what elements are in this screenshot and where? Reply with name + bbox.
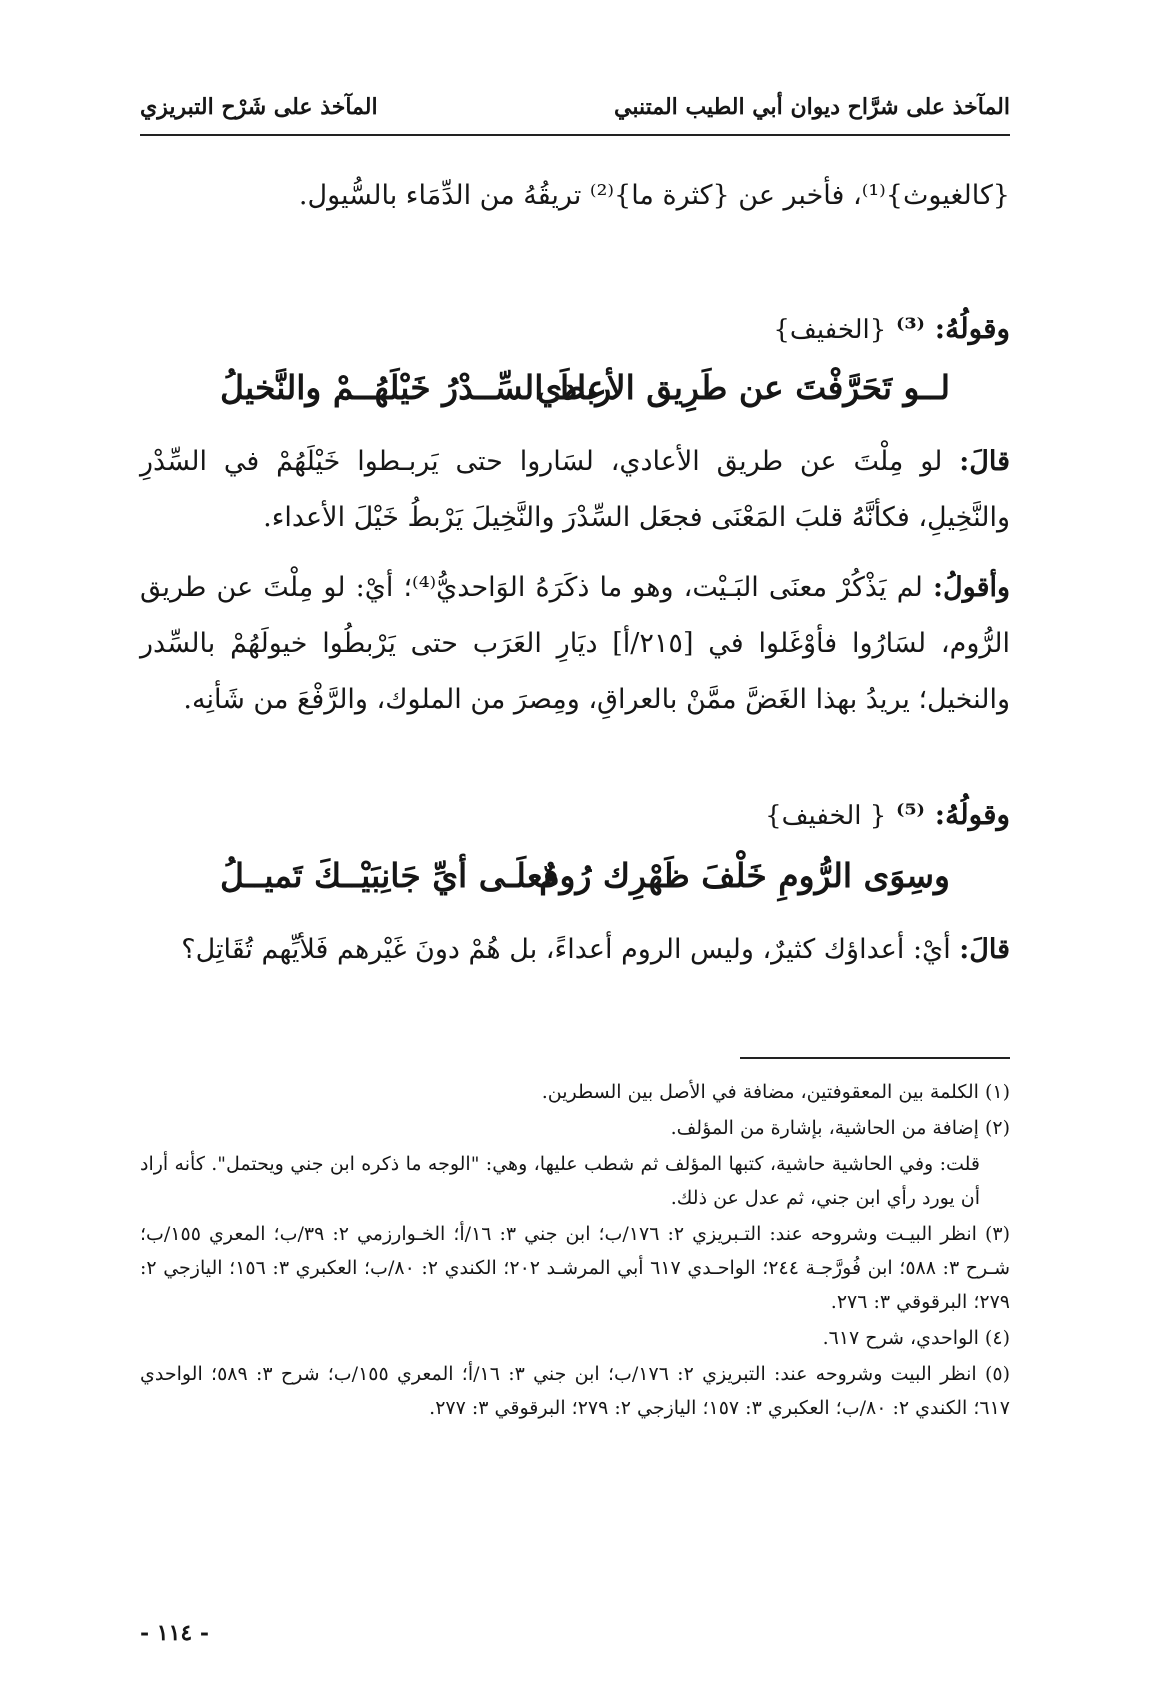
- heading-label: وقولُهُ:: [934, 312, 1010, 345]
- qala-label: قالَ:: [959, 446, 1010, 477]
- commentary-paragraph-3: [140, 922, 1010, 978]
- header-book-title: المآخذ على شرَّاح ديوان أبي الطيب المتنبي: [614, 94, 1010, 120]
- verse-first-hemistich: وسِوَى الرُّومِ خَلْفَ ظَهْرِك رُومٌ: [539, 856, 950, 895]
- poetry-verse-2: [140, 856, 1010, 916]
- footnote-4: (٤) الواحدي، شرح ٦١٧.: [822, 1327, 1010, 1349]
- continuation-line: {كالغيوث}⁽¹⁾، فأخبر عن {كثرة ما}⁽²⁾ تريقُهُ من الدِّمَاء بالسُّيول.: [298, 180, 1010, 211]
- meter-label: {الخفيف}: [773, 315, 887, 345]
- footnote-1: (١) الكلمة بين المعقوفتين، مضافة في الأصل بين السطرين.: [541, 1081, 1010, 1103]
- verse-first-hemistich: لــو تَحَرَّفْتَ عن طَرِيق الأعادي: [536, 368, 950, 407]
- verse-heading-2: [765, 798, 1010, 831]
- footnotes: [140, 1075, 1010, 1427]
- qala-text: أيْ: أعداؤك كثيرٌ، وليس الروم أعداءً، بل هُمْ دونَ غَيْرهم فَلأيِّهم تُقَاتِل؟: [181, 934, 960, 965]
- commentary-paragraph-1: [140, 434, 1010, 546]
- footnote-2-note: قلت: وفي الحاشية حاشية، كتبها المؤلف ثم شطب عليها، وهي: "الوجه ما ذكره ابن جني ويحتمل". كأنه أراد أن يورد رأي ابن جني، ثم عدل عن ذلك.: [140, 1153, 980, 1209]
- running-header: [140, 88, 1010, 128]
- footnote-3: (٣) انظر البيـت وشروحه عند: التـبريزي ٢: ١٧٦/ب؛ ابن جني ٣: ١٦/أ؛ الخـوارزمي ٢: ٣٩/ب؛ المعري ١٥٥/ب؛ شـرح ٣: ٥٨٨؛ ابن فُورَّجـة ٢٤٤؛ الواحـدي ٦١٧ أبي المرشـد ٢٠٢؛ الكندي ٢: ٨٠/ب؛ العكبري ٣: ١٥٦؛ اليازجي ٢: ٢٧٩؛ البرقوقي ٣: ٢٧٦.: [140, 1223, 1010, 1313]
- verse-heading-1: [773, 312, 1010, 345]
- qala-label: قالَ:: [959, 934, 1010, 965]
- aqulu-label: وأقولُ:: [933, 572, 1011, 603]
- footnote-divider: [740, 1057, 1010, 1059]
- qala-text: لو مِلْتَ عن طريق الأعادي، لسَاروا حتى يَربـطوا خَيْلَهُمْ في السِّدْرِ والنَّخِيلِ، فكأنَّهُ قلبَ المَعْنَى فجعَل السِّدْرَ والنَّخِيلَ يَرْبطُ خَيْلَ الأعداء.: [140, 446, 1010, 533]
- verse-second-hemistich: فعلَـى أيِّ جَانِبَيْــكَ تَميــلُ: [220, 856, 559, 895]
- page-number: - ١١٤ -: [140, 1620, 210, 1646]
- footnote-5: (٥) انظر البيت وشروحه عند: التبريزي ٢: ١٧٦/ب؛ ابن جني ٣: ١٦/أ؛ المعري ١٥٥/ب؛ شرح ٣: ٥٨٩؛ الواحدي ٦١٧؛ الكندي ٢: ٨٠/ب؛ العكبري ٣: ١٥٧؛ اليازجي ٢: ٢٧٩؛ البرقوقي ٣: ٢٧٧.: [140, 1363, 1011, 1419]
- footnote-marker: ⁽³⁾: [896, 312, 925, 345]
- aqulu-text: لم يَذْكُرْ معنَى البَـيْت، وهو ما ذكَرَهُ الوَاحديُّ⁽⁴⁾؛ أيْ: لو مِلْتَ عن طريق الرُّوم، لسَارُوا فأوْغَلوا في [٢١٥/أ] ديَارِ العَرَب حتى يَرْبطُوا خيولَهُمْ بالسِّدر والنخيل؛ يريدُ بهذا الغَضَّ ممَّنْ بالعراقِ، ومِصرَ من الملوك، والرَّفْعَ من شَأنِه.: [140, 572, 1011, 715]
- meter-label: { الخفيف}: [765, 801, 887, 831]
- verse-second-hemistich: ربطَ السِّــدْرُ خَيْلَهُــمْ والنَّخيلُ: [220, 368, 612, 407]
- commentary-paragraph-2: [140, 560, 1010, 728]
- book-page: [140, 0, 1010, 1700]
- footnote-marker: ⁽⁵⁾: [896, 798, 925, 831]
- heading-label: وقولُهُ:: [934, 798, 1010, 831]
- footnote-2: (٢) إضافة من الحاشية، بإشارة من المؤلف.: [670, 1117, 1010, 1139]
- header-divider: [140, 134, 1010, 136]
- poetry-verse-1: [140, 368, 1010, 428]
- header-section-title: المآخذ على شَرْح التبريزي: [140, 94, 378, 120]
